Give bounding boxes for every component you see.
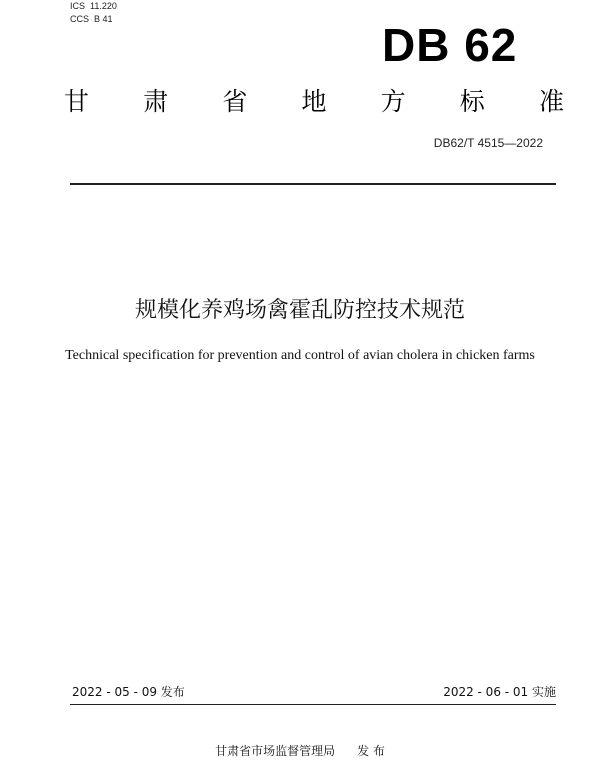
standard-type-char: 方: [380, 87, 406, 116]
standard-type-char: 地: [301, 87, 327, 116]
ics-code: ICS 11.220: [70, 1, 117, 11]
document-title-chinese: 规模化养鸡场禽霍乱防控技术规范: [134, 298, 465, 323]
issue-date: 2022 - 05 - 09 发布: [72, 685, 185, 699]
standard-type-char: 肃: [143, 87, 169, 116]
db-logo: DB 62: [382, 19, 518, 71]
implementation-date: 2022 - 06 - 01 实施: [443, 685, 556, 699]
classification-codes: [70, 0, 117, 26]
standard-code: DB62/T 4515—2022: [433, 136, 543, 150]
standard-type-char: 省: [222, 87, 248, 116]
publisher-name: 甘肃省市场监督管理局: [215, 744, 336, 758]
standard-type-char: 甘: [64, 87, 90, 116]
ccs-code: CCS B 41: [70, 14, 113, 24]
standard-type-char: 准: [538, 87, 564, 116]
publisher-action: 发 布: [357, 744, 385, 758]
footer-divider: [70, 704, 556, 705]
standard-type-char: 标: [459, 87, 485, 116]
document-title-english: Technical specification for prevention and control of avian cholera in chicken farms: [65, 348, 535, 363]
publisher-line: [0, 743, 600, 759]
header-divider: [70, 183, 556, 185]
standard-type-heading: [64, 86, 564, 118]
